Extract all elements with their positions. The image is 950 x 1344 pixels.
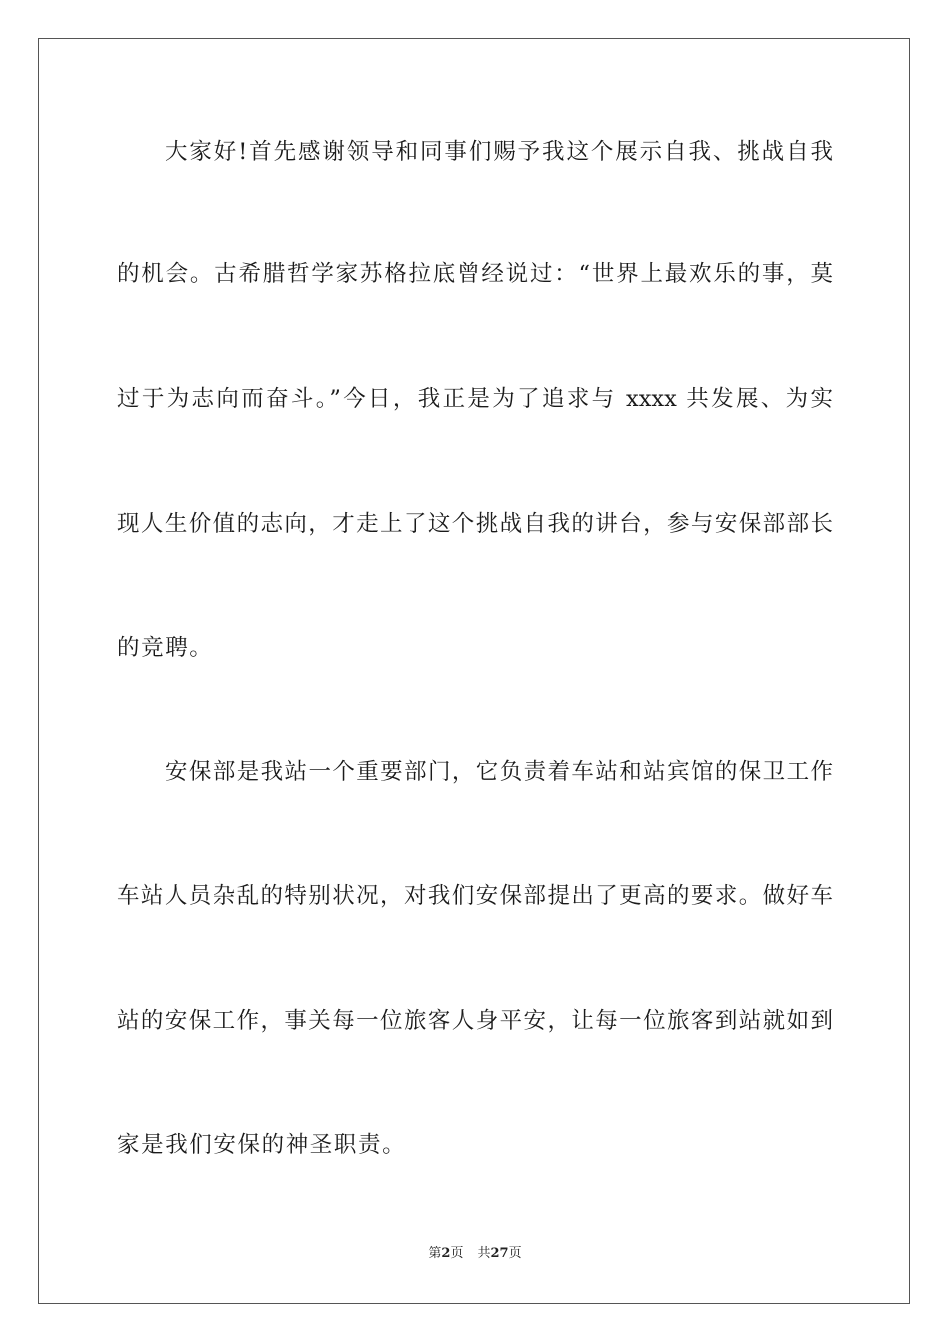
paragraph-1-line-3: 过于为志向而奋斗。”今日，我正是为了追求与 xxxx 共发展、为实: [117, 386, 833, 412]
paragraph-1-line-5: 的竞聘。: [117, 635, 214, 661]
paragraph-1-line-1: 大家好!首先感谢领导和同事们赐予我这个展示自我、挑战自我: [165, 139, 833, 165]
paragraph-1-line-4: 现人生价值的志向，才走上了这个挑战自我的讲台，参与安保部部长: [117, 511, 833, 537]
footer-page-number: 2: [441, 1246, 451, 1261]
footer-page-suffix: 页: [450, 1246, 464, 1261]
paragraph-2-line-1: 安保部是我站一个重要部门，它负责着车站和站宾馆的保卫工作: [165, 759, 833, 785]
paragraph-2-line-2: 车站人员杂乱的特别状况，对我们安保部提出了更高的要求。做好车: [117, 883, 833, 909]
footer-total-prefix: 共: [477, 1246, 491, 1261]
page-footer: [0, 1245, 950, 1263]
footer-total-number: 27: [490, 1246, 509, 1261]
footer-total-suffix: 页: [508, 1246, 522, 1261]
page-border: [38, 38, 910, 1304]
paragraph-2-line-3: 站的安保工作，事关每一位旅客人身平安，让每一位旅客到站就如到: [117, 1008, 833, 1034]
paragraph-1-line-2: 的机会。古希腊哲学家苏格拉底曾经说过：“世界上最欢乐的事，莫: [117, 261, 833, 287]
paragraph-2-line-4: 家是我们安保的神圣职责。: [117, 1132, 407, 1158]
footer-page-prefix: 第: [428, 1246, 442, 1261]
